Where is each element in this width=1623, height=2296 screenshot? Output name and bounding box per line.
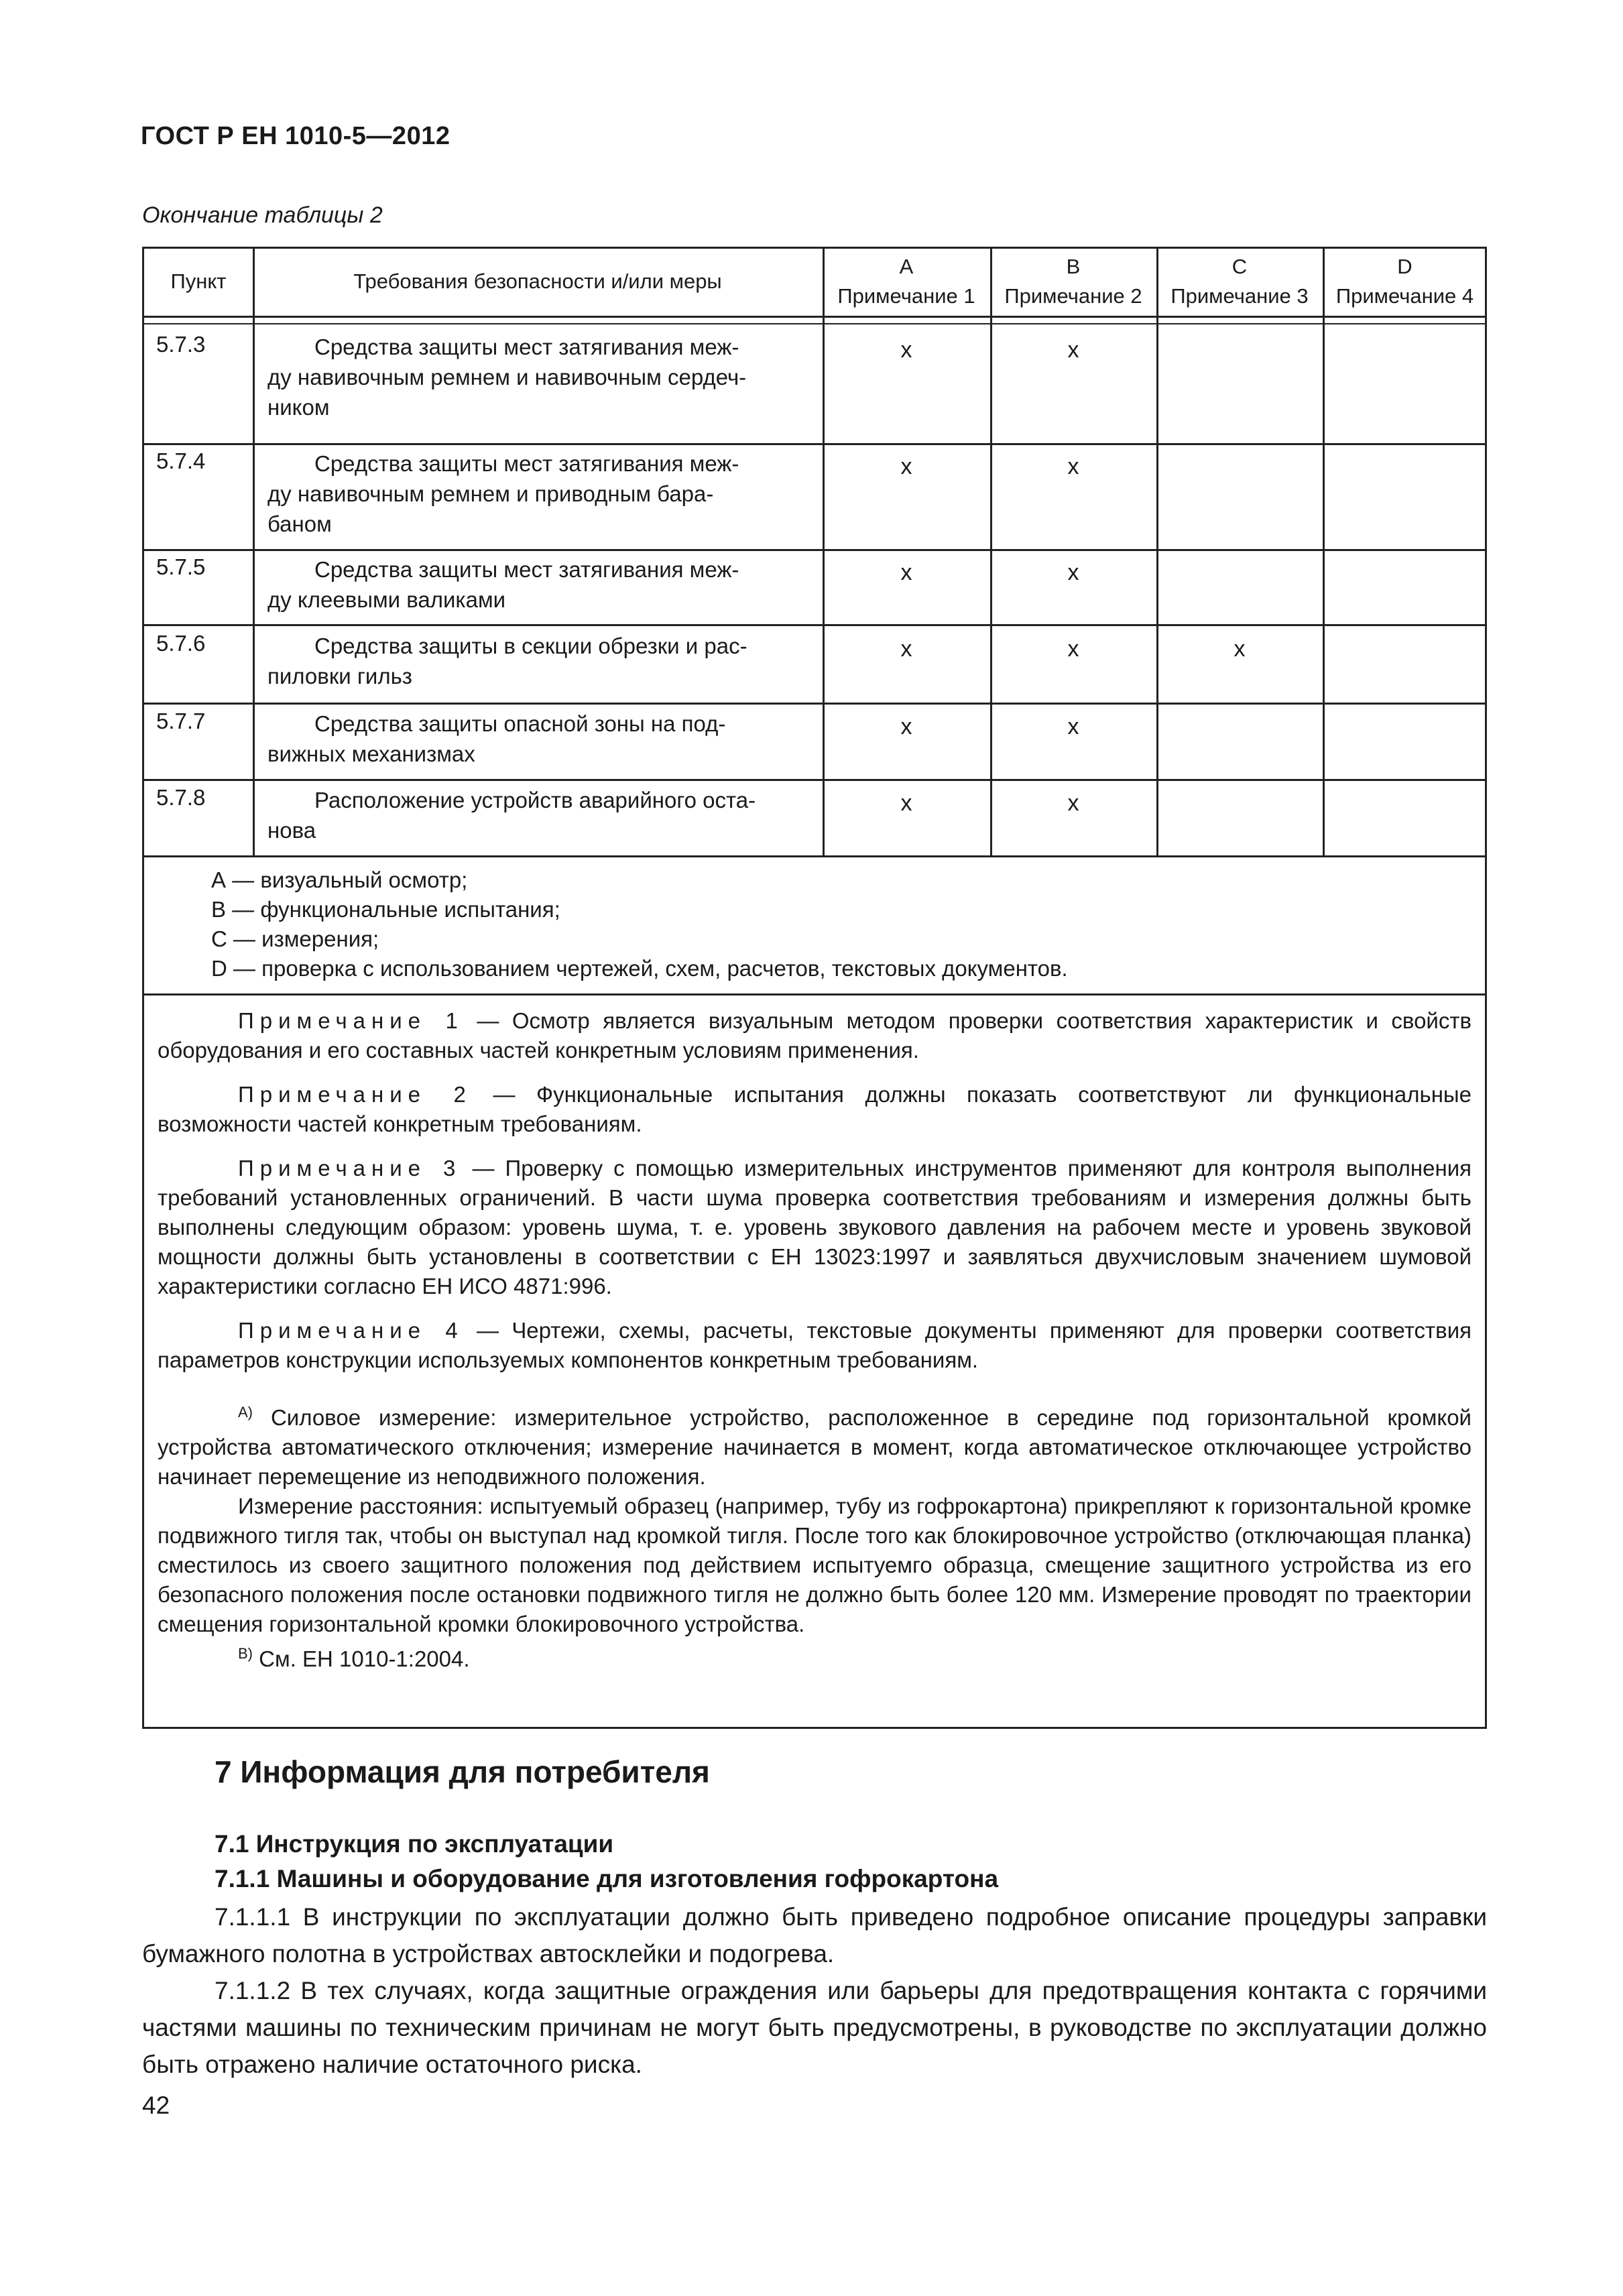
paragraph-7-1-1-2: 7.1.1.2 В тех случаях, когда защитные ограждения или барьеры для предотвращения контакта с горячими частями машины по техническим причинам не могут быть предусмотрены, в руководстве по эксплуатации должно быть отражено наличие остаточного риска. <box>142 1977 1487 2078</box>
mark-a: х <box>900 636 912 662</box>
mark-b: х <box>1067 714 1079 739</box>
mark-b: х <box>1067 454 1079 479</box>
column-header-requirement: Требования безопасности и/или меры <box>353 269 722 293</box>
mark-a: х <box>900 790 912 816</box>
page-number: 42 <box>142 2092 170 2119</box>
mark-b: х <box>1067 790 1079 816</box>
requirements-table <box>142 247 1487 1729</box>
mark-b: х <box>1067 636 1079 662</box>
mark-c: х <box>1234 636 1246 662</box>
footnote-b: $^{В)}$ См. ЕН 1010-1:2004. <box>238 1645 470 1671</box>
mark-a: х <box>900 560 912 585</box>
note-3: Примечание 3 — Проверку с помощью измерительных инструментов применяют для контроля выполнения требований установленных ограничений. В части шума проверка соответствия требованиям и измерения должны быть выполнены следующим образом: уровень шума, т. е. уровень звукового давления на рабочем месте и уровень звуковой мощности должны быть установлены в соответствии с ЕН 13023:1997 и заявляться двухчисловым значением шумовой характеристики согласно ЕН ИСО 4871:996. <box>158 1156 1471 1298</box>
column-header-c-letter: C <box>1231 255 1248 278</box>
section-title: 7 Информация для потребителя <box>215 1754 710 1789</box>
column-header-d-note: Примечание 4 <box>1335 284 1474 308</box>
footnote-a: $^{А)}$ Силовое измерение: измерительное устройство, расположенное в середине под горизонтальной кромкой устройства автоматического отключения; измерение начинается в момент, когда автоматическое отключающее устройство начинает перемещение из неподвижного положения. <box>158 1404 1471 1489</box>
column-header-c-note: Примечание 3 <box>1170 284 1309 308</box>
column-header-b-letter: B <box>1066 255 1081 278</box>
mark-a: х <box>900 454 912 479</box>
row-requirement: Средства защиты в секции обрезки и рас- пиловки гильз <box>267 633 747 688</box>
row-id: 5.7.6 <box>156 631 206 656</box>
column-header-item: Пункт <box>170 269 227 293</box>
mark-a: х <box>900 714 912 739</box>
table-legend: А — визуальный осмотр; В — функциональные испытания; С — измерения; D — проверка с использованием чертежей, схем, расчетов, текстовых документов. <box>211 867 1068 981</box>
row-requirement: Расположение устройств аварийного оста- нова <box>267 788 756 843</box>
row-id: 5.7.5 <box>156 554 206 579</box>
row-id: 5.7.3 <box>156 332 206 357</box>
note-1: Примечание 1 — Осмотр является визуальным методом проверки соответствия характеристик и свойств оборудования и его составных частей конкретным условиям применения. <box>158 1008 1471 1063</box>
row-id: 5.7.4 <box>156 448 206 473</box>
column-header-a-note: Примечание 1 <box>837 284 975 308</box>
note-4: Примечание 4 — Чертежи, схемы, расчеты, текстовые документы применяют для проверки соответствия параметров конструкции используемых компонентов конкретным требованиям. <box>158 1318 1472 1372</box>
row-requirement: Средства защиты мест затягивания меж- ду навивочным ремнем и приводным бара- баном <box>267 451 739 536</box>
footnote-a-distance: Измерение расстояния: испытуемый образец (например, тубу из гофрокартона) прикрепляют к горизонтальной кромке подвижного тигля так, чтобы он выступал над кромкой тигля. После того как блокировочное устройство (отключающая планка) сместилось из своего защитного положения под действием испытуемго образца, смещение защитного устройства из его безопасного положения после остановки подвижного тигля не должно быть более 120 мм. Измерение проводят по траектории смещения горизонтальной кромки блокировочного устройства. <box>158 1494 1471 1636</box>
mark-b: х <box>1067 560 1079 585</box>
row-requirement: Средства защиты мест затягивания меж- ду клеевыми валиками <box>267 557 739 612</box>
mark-b: х <box>1067 337 1079 363</box>
document-header: ГОСТ Р ЕН 1010-5—2012 <box>141 122 450 150</box>
column-header-d-letter: D <box>1397 255 1412 278</box>
paragraph-7-1-1-1: 7.1.1.1 В инструкции по эксплуатации должно быть приведено подробное описание процедуры заправки бумажного полотна в устройствах автосклейки и подогрева. <box>142 1903 1487 1968</box>
subsubsection-title: 7.1.1 Машины и оборудование для изготовления гофрокартона <box>215 1865 999 1892</box>
mark-a: х <box>900 337 912 363</box>
column-header-b-note: Примечание 2 <box>1004 284 1142 308</box>
row-requirement: Средства защиты мест затягивания меж- ду навивочным ремнем и навивочным сердеч- ником <box>267 335 747 420</box>
row-id: 5.7.7 <box>156 709 206 733</box>
column-header-a-letter: A <box>899 255 914 278</box>
row-id: 5.7.8 <box>156 785 206 810</box>
table-caption: Окончание таблицы 2 <box>142 202 383 228</box>
subsection-title: 7.1 Инструкция по эксплуатации <box>215 1830 614 1858</box>
note-2: Примечание 2 — Функциональные испытания должны показать соответствуют ли функциональные возможности частей конкретным требованиям. <box>158 1082 1472 1136</box>
table-notes <box>158 1006 1471 1674</box>
row-requirement: Средства защиты опасной зоны на под- вижных механизмах <box>267 711 726 766</box>
